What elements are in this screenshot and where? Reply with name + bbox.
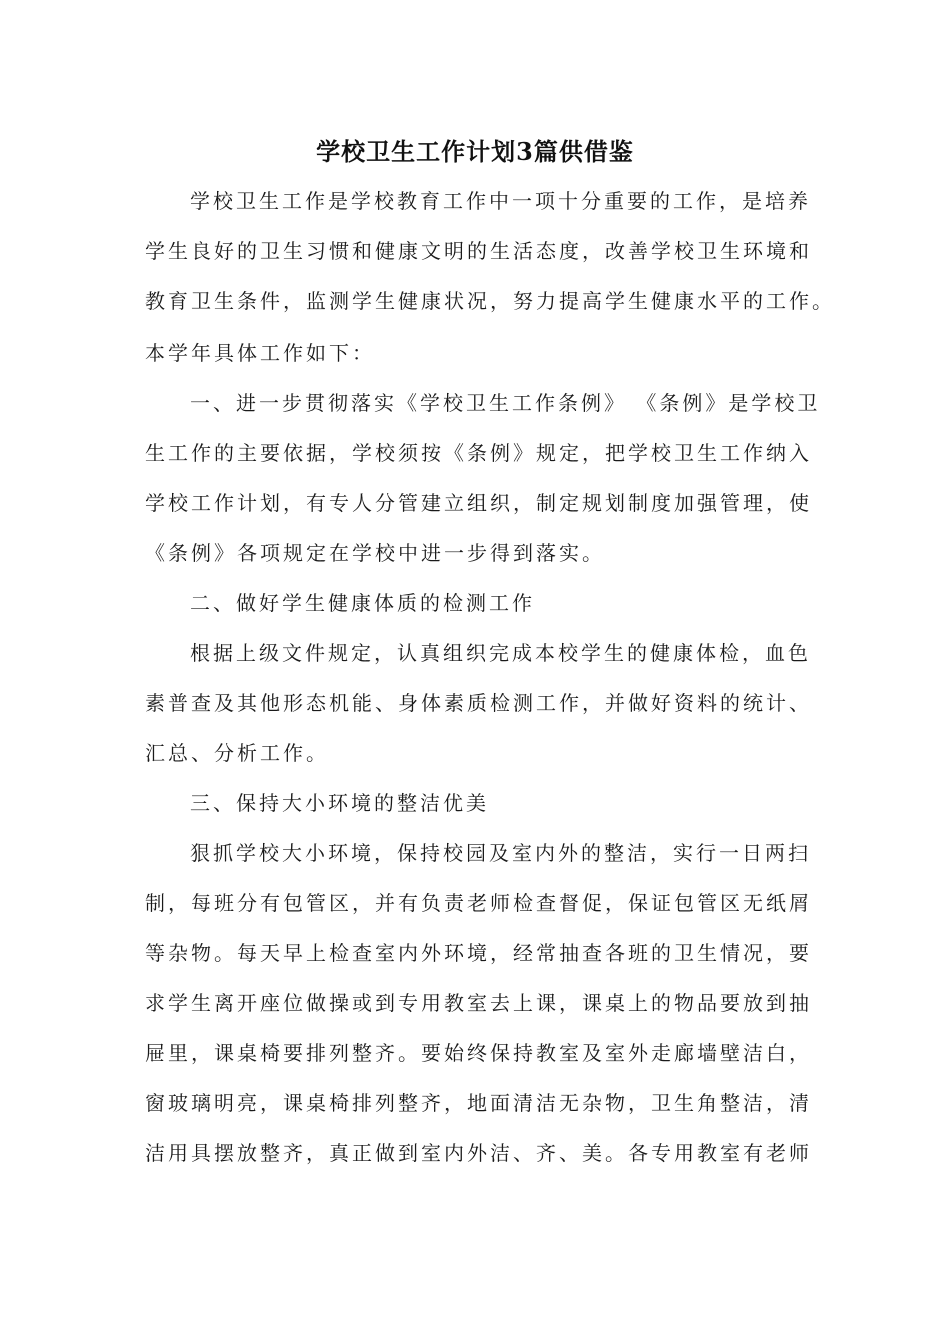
paragraph-line: 窗玻璃明亮，课桌椅排列整齐，地面清洁无杂物，卫生角整洁，清 — [145, 1091, 812, 1115]
paragraph-line: 根据上级文件规定，认真组织完成本校学生的健康体检，血色 — [190, 641, 811, 665]
paragraph-line: 屉里，课桌椅要排列整齐。要始终保持教室及室外走廊墙壁洁白， — [145, 1041, 812, 1065]
paragraph-line: 生工作的主要依据，学校须按《条例》规定，把学校卫生工作纳入 — [145, 441, 812, 465]
document-title: 学校卫生工作计划3篇供借鉴 — [316, 137, 634, 166]
paragraph-line: 本学年具体工作如下： — [145, 341, 375, 365]
paragraph-line: 学校卫生工作是学校教育工作中一项十分重要的工作，是培养 — [190, 189, 811, 213]
paragraph-line: 《条例》各项规定在学校中进一步得到落实。 — [145, 541, 605, 565]
paragraph-line: 制，每班分有包管区，并有负责老师检查督促，保证包管区无纸屑 — [145, 891, 812, 915]
paragraph-line: 汇总、分析工作。 — [145, 741, 329, 765]
section-heading: 二、做好学生健康体质的检测工作 — [190, 591, 535, 615]
paragraph-line: 素普查及其他形态机能、身体素质检测工作，并做好资料的统计、 — [145, 691, 812, 715]
paragraph-line: 洁用具摆放整齐，真正做到室内外洁、齐、美。各专用教室有老师 — [145, 1141, 812, 1165]
paragraph-line: 教育卫生条件，监测学生健康状况，努力提高学生健康水平的工作。 — [145, 289, 835, 313]
paragraph-line: 求学生离开座位做操或到专用教室去上课，课桌上的物品要放到抽 — [145, 991, 812, 1015]
paragraph-line: 等杂物。每天早上检查室内外环境，经常抽查各班的卫生情况，要 — [145, 941, 812, 965]
paragraph-line: 狠抓学校大小环境，保持校园及室内外的整洁，实行一日两扫 — [190, 841, 811, 865]
paragraph-line: 学校工作计划，有专人分管建立组织，制定规划制度加强管理，使 — [145, 491, 812, 515]
paragraph-line: 一、进一步贯彻落实《学校卫生工作条例》 《条例》是学校卫 — [190, 391, 821, 415]
paragraph-line: 学生良好的卫生习惯和健康文明的生活态度，改善学校卫生环境和 — [145, 239, 812, 263]
section-heading: 三、保持大小环境的整洁优美 — [190, 791, 489, 815]
